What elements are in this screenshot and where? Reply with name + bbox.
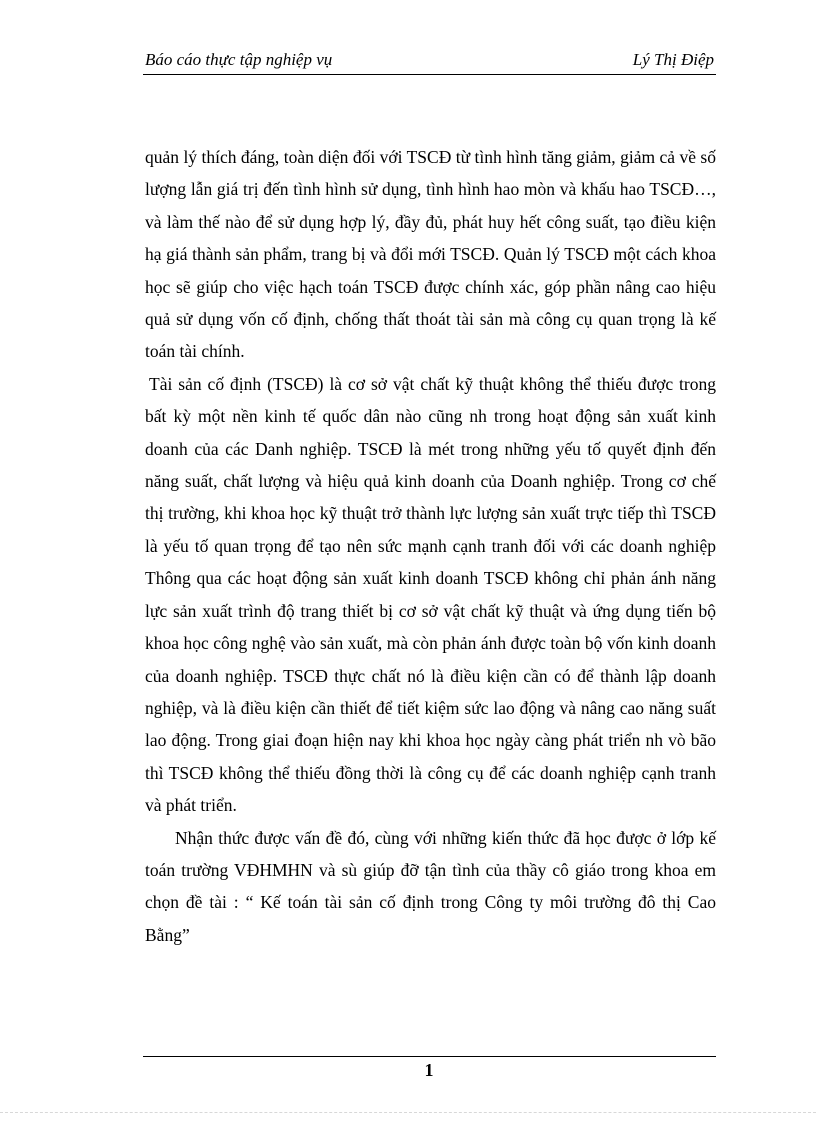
header-title: Báo cáo thực tập nghiệp vụ (145, 50, 333, 69)
paragraph-1: quản lý thích đáng, toàn diện đối với TSCĐ từ tình hình tăng giảm, giảm cả về số lượng lẫn giá trị đến tình hình sử dụng, tình hình hao mòn và khấu hao TSCĐ…, và làm thế nào để sử dụng hợp lý, đầy đủ, phát huy hết công suất, tạo điều kiện hạ giá thành sản phẩm, trang bị và đổi mới TSCĐ. Quản lý TSCĐ một cách khoa học sẽ giúp cho việc hạch toán TSCĐ được chính xác, góp phần nâng cao hiệu quả sử dụng vốn cố định, chống thất thoát tài sản mà công cụ quan trọng là kế toán tài chính. (145, 147, 716, 362)
page-header (143, 46, 716, 75)
document-body (145, 141, 716, 951)
header-author: Lý Thị Điệp (632, 50, 714, 69)
page-number: 1 (424, 1060, 434, 1080)
paragraph-2: Tài sản cố định (TSCĐ) là cơ sở vật chất kỹ thuật không thể thiếu được trong bất kỳ một nền kinh tế quốc dân nào cũng nh trong hoạt động sản xuất kinh doanh của các Danh nghiệp. TSCĐ là mét trong những yếu tố quyết định đến năng suất, chất lượng và hiệu quả kinh doanh của Doanh nghiệp. Trong cơ chế thị trường, khi khoa học kỹ thuật trở thành lực lượng sản xuất trực tiếp thì TSCĐ là yếu tố quan trọng để tạo nên sức mạnh cạnh tranh đối với các doanh nghiệp Thông qua các hoạt động sản xuất kinh doanh TSCĐ không chỉ phản ánh năng lực sản xuất trình độ trang thiết bị cơ sở vật chất kỹ thuật và ứng dụng tiến bộ khoa học công nghệ vào sản xuất, mà còn phản ánh được toàn bộ vốn kinh doanh của doanh nghiệp. TSCĐ thực chất nó là điều kiện cần có để thành lập doanh nghiệp, và là điều kiện cần thiết để tiết kiệm sức lao động và nâng cao năng suất lao động. Trong giai đoạn hiện nay khi khoa học ngày càng phát triển nh vò bão thì TSCĐ không thể thiếu đồng thời là công cụ để các doanh nghiệp cạnh tranh và phát triển. (145, 373, 716, 816)
paragraph-3: Nhận thức được vấn đề đó, cùng với những kiến thức đã học được ở lớp kế toán trường VĐHMHN và sù giúp đỡ tận tình của thầy cô giáo trong khoa em chọn đề tài : “ Kế toán tài sản cố định trong Công ty môi trường đô thị Cao Bằng” (145, 827, 716, 945)
page-edge (0, 1112, 816, 1113)
footer-divider (143, 1056, 716, 1057)
